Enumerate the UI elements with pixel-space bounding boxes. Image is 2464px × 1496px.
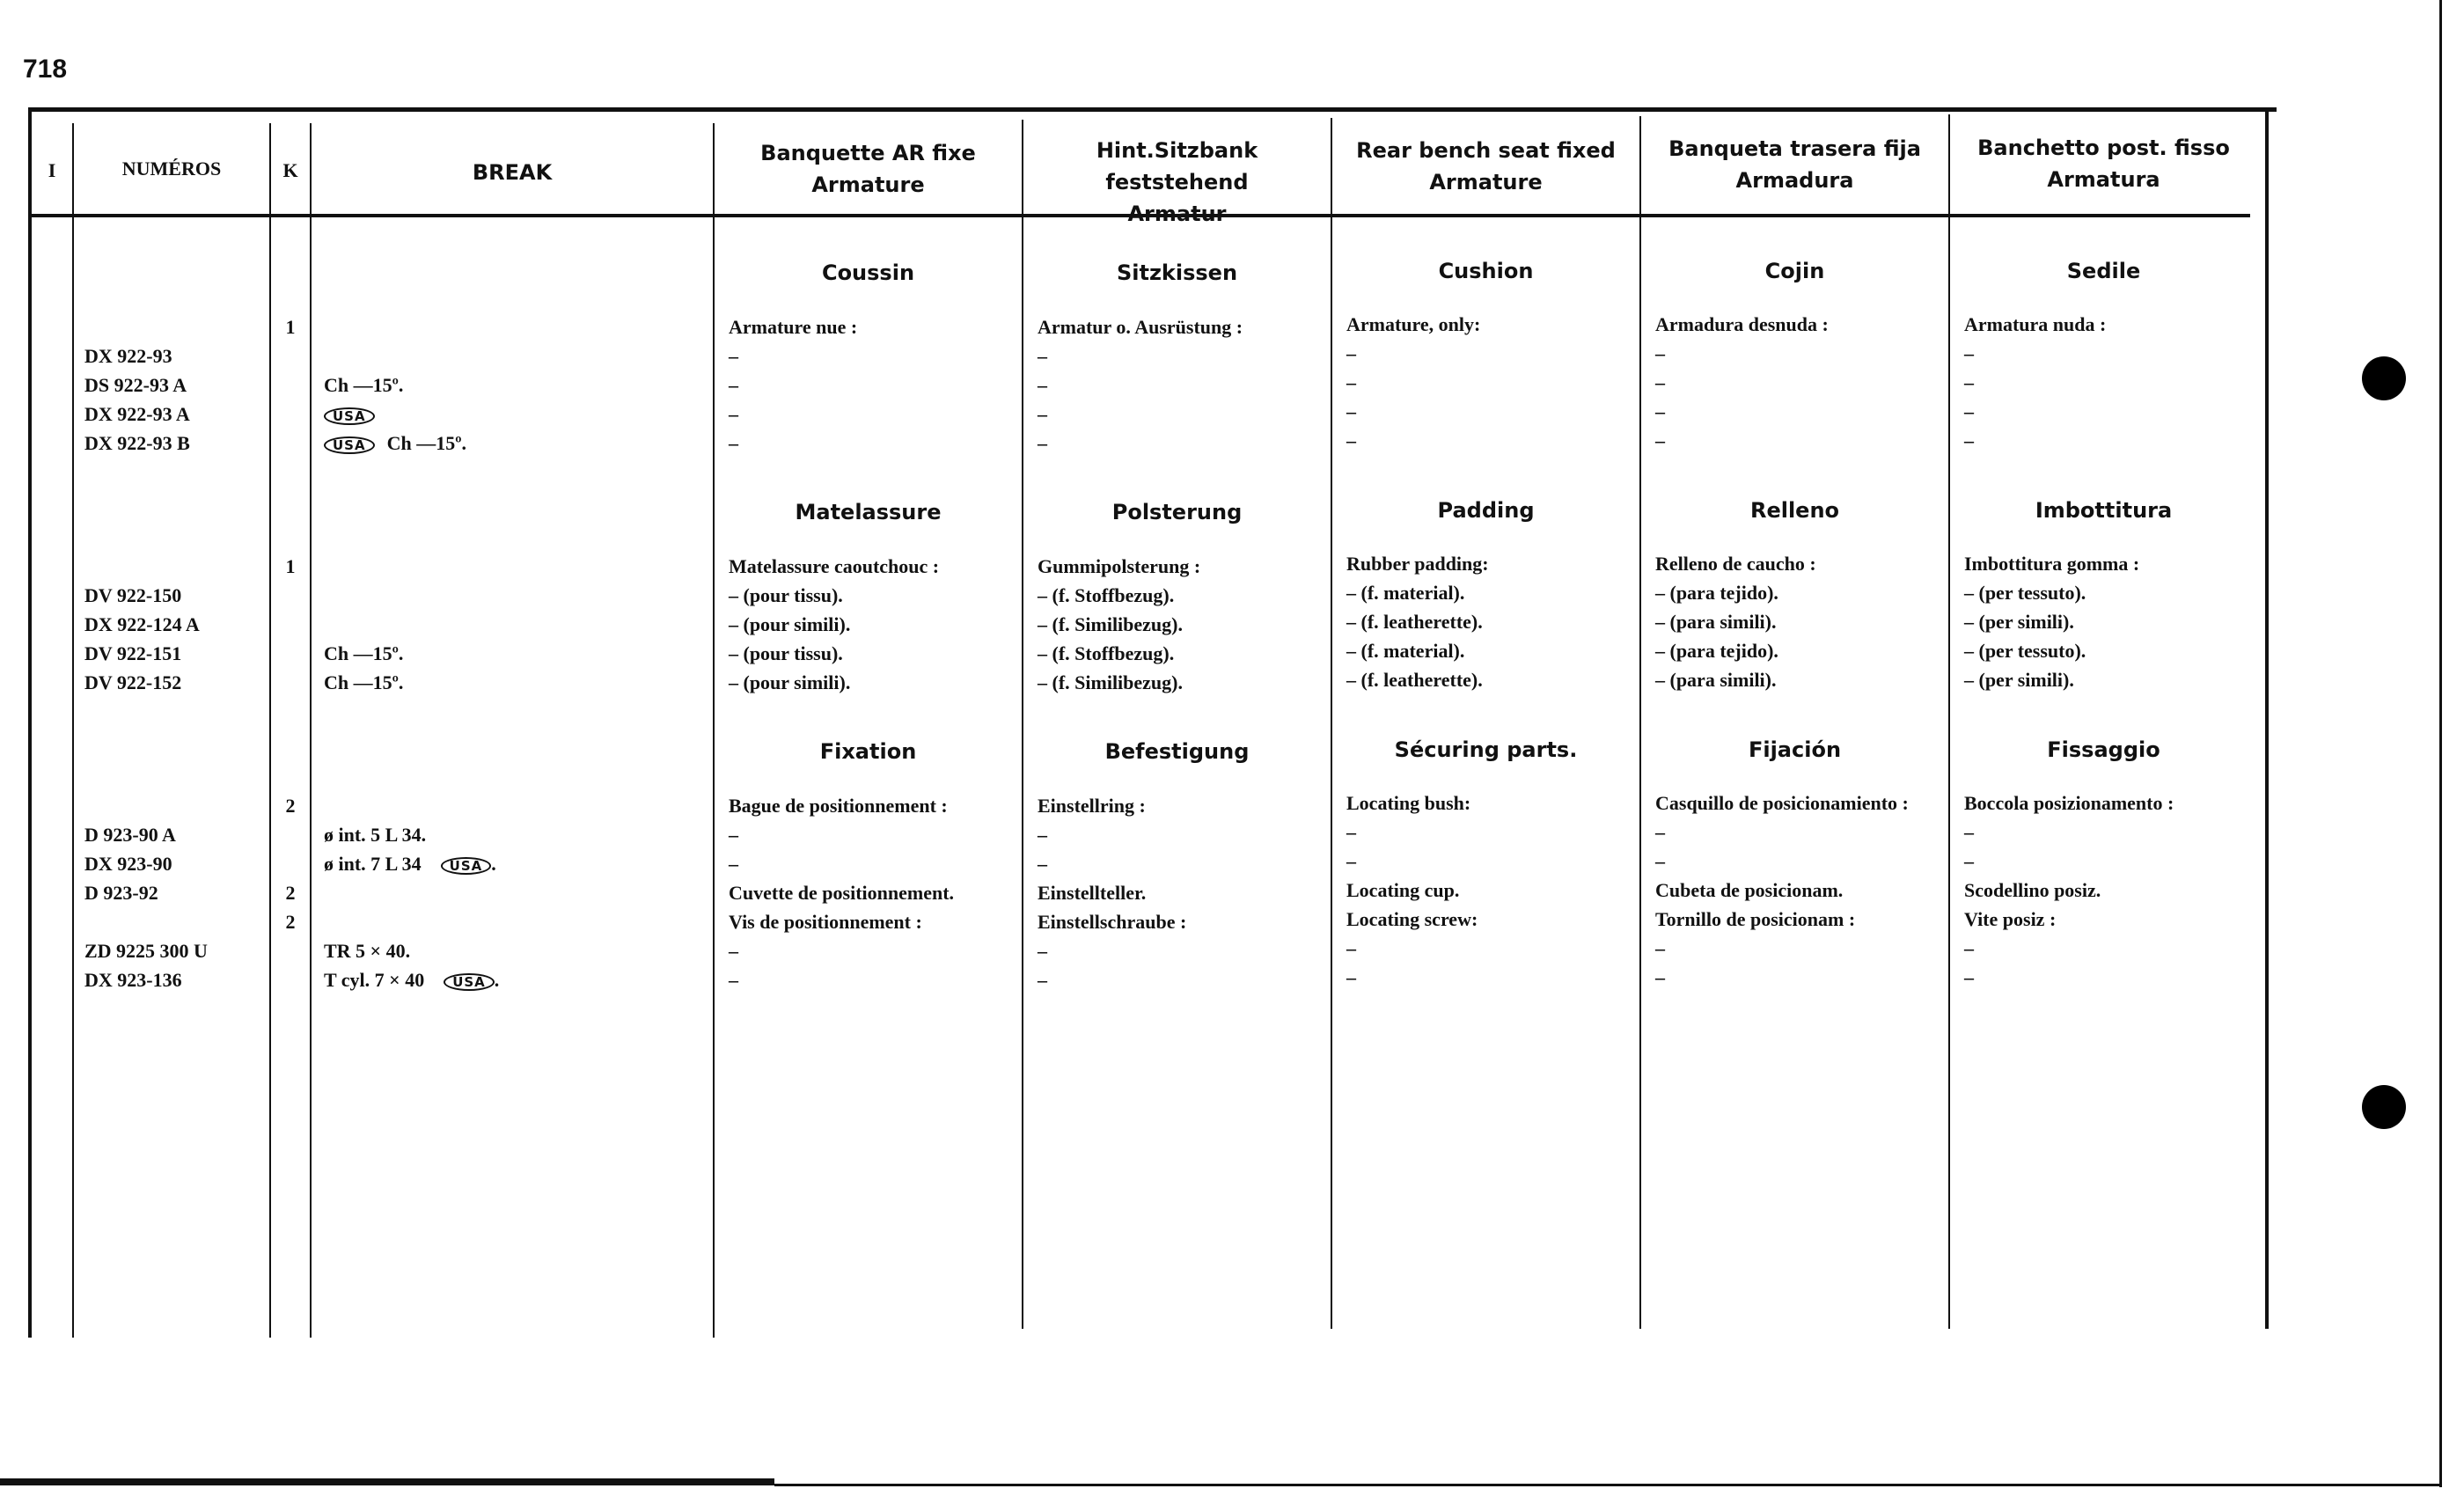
table-right-border [2265,109,2269,1329]
page-bottom-edge-left [0,1478,774,1485]
desc-en: Rubber padding: [1346,553,1489,575]
divider-es [1948,114,1950,1329]
section-title: Polsterung [1111,500,1243,524]
desc-es: – [1655,937,1665,959]
desc-en: – (f. leatherette). [1346,611,1483,633]
divider-fr [1022,120,1023,1329]
part-number: DS 922-93 A [84,374,187,396]
desc-it: – (per tessuto). [1964,640,2086,662]
desc-it: – [1964,966,1974,988]
part-number: DV 922-150 [84,584,182,606]
desc-it: – (per tessuto). [1964,582,2086,604]
desc-en: – (f. leatherette). [1346,669,1483,691]
divider-en [1639,116,1641,1329]
desc-es: – [1655,966,1665,988]
section-title: Fissaggio [2047,737,2160,762]
desc-it: – [1964,371,1974,393]
desc-en: Locating cup. [1346,879,1460,901]
desc-de: – (f. Similibezug). [1038,613,1183,635]
desc-es: – (para tejido). [1655,582,1778,604]
desc-fr: Cuvette de positionnement. [729,882,955,904]
desc-en: – [1346,342,1356,364]
part-number: DX 922-124 A [84,613,200,635]
desc-de: – (f. Stoffbezug). [1038,584,1175,606]
desc-es: – [1655,821,1665,843]
table-left-border [28,109,32,1338]
header-fr [715,137,1022,201]
desc-es: Cubeta de posicionam. [1655,879,1844,901]
desc-it: – [1964,821,1974,843]
desc-it: Boccola posizionamento : [1964,792,2174,814]
page-right-edge [2439,0,2442,1487]
header-i: I [48,159,56,181]
header-en [1332,135,1639,198]
page-bottom-edge-right [774,1484,2442,1486]
usa-stamp-icon: USA [324,436,375,454]
section-title: Sécuring parts. [1394,737,1578,762]
desc-es: – (para simili). [1655,669,1777,691]
desc-es: Armadura desnuda : [1655,313,1829,335]
section-title: Coussin [821,260,915,285]
desc-fr: – (pour tissu). [729,584,843,606]
part-number: DX 922-93 [84,345,172,367]
break-suffix: Ch —15º. [386,432,466,454]
break-text: ø int. 7 L 34 [324,853,422,875]
k-quantity: 1 [285,316,296,338]
desc-de: Einstellring : [1038,795,1146,817]
desc-it: – [1964,850,1974,872]
desc-en: – [1346,850,1356,872]
punch-hole-top [2362,356,2406,400]
break-text: Ch —15º. [324,642,404,664]
header-en-line2: Armature [1429,170,1543,194]
desc-fr: – [729,824,738,846]
header-es-line2: Armadura [1735,168,1854,193]
section-title: Relleno [1749,498,1840,523]
desc-de: – [1038,853,1047,875]
desc-en: Locating screw: [1346,908,1478,930]
desc-fr: – [729,403,738,425]
k-quantity: 2 [285,882,296,904]
desc-de: – [1038,403,1047,425]
desc-es: – [1655,400,1665,422]
desc-es: Casquillo de posicionamiento : [1655,792,1909,814]
header-fr-line2: Armature [811,172,925,197]
desc-es: Relleno de caucho : [1655,553,1816,575]
desc-es: – [1655,429,1665,451]
desc-en: – (f. material). [1346,582,1465,604]
desc-it: Imbottitura gomma : [1964,553,2140,575]
header-fr-line1: Banquette AR fixe [760,141,976,165]
punch-hole-bottom [2362,1085,2406,1129]
section-title: Imbottitura [2035,498,2173,523]
desc-es: – (para simili). [1655,611,1777,633]
desc-es: – (para tejido). [1655,640,1778,662]
section-title: Matelassure [795,500,942,524]
header-es-line1: Banqueta trasera fija [1668,136,1921,161]
part-number: DV 922-152 [84,671,182,693]
desc-de: – [1038,940,1047,962]
desc-es: – [1655,371,1665,393]
desc-fr: – [729,940,738,962]
desc-en: – [1346,429,1356,451]
break-cell [324,970,499,991]
k-quantity: 2 [285,795,296,817]
divider-break [713,123,715,1338]
break-text: ø int. 5 L 34. [324,824,427,846]
desc-de: Einstellteller. [1038,882,1147,904]
part-number: DX 923-90 [84,853,172,875]
part-number: DX 923-136 [84,969,182,991]
section-title: Cushion [1438,259,1534,283]
desc-de: – [1038,824,1047,846]
header-it [1950,132,2257,195]
desc-it: Vite posiz : [1964,908,2057,930]
part-number: D 923-90 A [84,824,176,846]
break-cell [324,672,403,693]
desc-de: Armatur o. Ausrüstung : [1038,316,1243,338]
desc-en: – [1346,937,1356,959]
break-cell [324,941,410,962]
desc-en: Locating bush: [1346,792,1471,814]
part-number: ZD 9225 300 U [84,940,208,962]
header-de-line1: Hint.Sitzbank feststehend [1096,138,1258,194]
desc-fr: Vis de positionnement : [729,911,922,933]
break-cell [324,404,375,425]
divider-k [310,123,312,1338]
desc-de: – [1038,345,1047,367]
section-title: Befestigung [1104,739,1250,764]
desc-de: – (f. Similibezug). [1038,671,1183,693]
k-quantity: 1 [285,555,296,577]
desc-en: – (f. material). [1346,640,1465,662]
break-text: Ch —15º. [324,671,404,693]
break-suffix: . [491,853,496,875]
k-quantity: 2 [285,911,296,933]
section-title: Fixation [819,739,917,764]
break-suffix: . [494,969,500,991]
desc-fr: – [729,969,738,991]
break-cell [324,825,426,846]
break-text: T cyl. 7 × 40 [324,969,425,991]
divider-de [1331,118,1332,1329]
break-cell [324,643,403,664]
break-cell [324,854,496,875]
desc-fr: Bague de positionnement : [729,795,948,817]
section-title: Padding [1437,498,1535,523]
part-number: D 923-92 [84,882,158,904]
desc-it: Scodellino posiz. [1964,879,2101,901]
break-text: Ch —15º. [324,374,404,396]
divider-i [72,123,74,1338]
section-title: Fijación [1748,737,1842,762]
desc-de: Gummipolsterung : [1038,555,1201,577]
desc-de: – [1038,374,1047,396]
desc-fr: Matelassure caoutchouc : [729,555,940,577]
break-text: TR 5 × 40. [324,940,411,962]
desc-fr: – (pour tissu). [729,642,843,664]
desc-de: – [1038,432,1047,454]
desc-en: Armature, only: [1346,313,1481,335]
header-it-line2: Armatura [2047,167,2160,192]
usa-stamp-icon: USA [441,857,492,875]
break-cell [324,375,403,396]
desc-fr: Armature nue : [729,316,858,338]
desc-it: – [1964,937,1974,959]
desc-it: – (per simili). [1964,611,2074,633]
part-number: DV 922-151 [84,642,182,664]
desc-it: – (per simili). [1964,669,2074,691]
part-number: DX 922-93 B [84,432,190,454]
desc-fr: – [729,432,738,454]
desc-en: – [1346,966,1356,988]
desc-it: Armatura nuda : [1964,313,2107,335]
header-es [1641,133,1948,196]
table-top-border [28,107,2277,112]
desc-en: – [1346,371,1356,393]
desc-fr: – (pour simili). [729,671,851,693]
desc-fr: – (pour simili). [729,613,851,635]
header-en-line1: Rear bench seat fixed [1356,138,1616,163]
part-number: DX 922-93 A [84,403,190,425]
desc-de: – (f. Stoffbezug). [1038,642,1175,664]
desc-en: – [1346,400,1356,422]
desc-fr: – [729,374,738,396]
header-k: K [282,159,298,181]
header-de-line2: Armatur [1127,202,1227,226]
break-cell [324,433,466,454]
page-number: 718 [23,55,68,84]
header-break: BREAK [472,160,553,185]
section-title: Sedile [2066,259,2141,283]
desc-it: – [1964,342,1974,364]
section-title: Sitzkissen [1116,260,1238,285]
desc-fr: – [729,853,738,875]
desc-de: Einstellschraube : [1038,911,1187,933]
desc-es: – [1655,342,1665,364]
desc-it: – [1964,400,1974,422]
usa-stamp-icon: USA [324,407,375,425]
desc-en: – [1346,821,1356,843]
desc-es: Tornillo de posicionam : [1655,908,1856,930]
divider-numeros [269,123,271,1338]
section-title: Cojin [1764,259,1825,283]
desc-de: – [1038,969,1047,991]
header-de [1023,135,1331,230]
usa-stamp-icon: USA [444,973,495,991]
desc-es: – [1655,850,1665,872]
desc-fr: – [729,345,738,367]
header-numeros: NUMÉROS [121,158,222,180]
desc-it: – [1964,429,1974,451]
header-it-line1: Banchetto post. fisso [1977,136,2230,160]
